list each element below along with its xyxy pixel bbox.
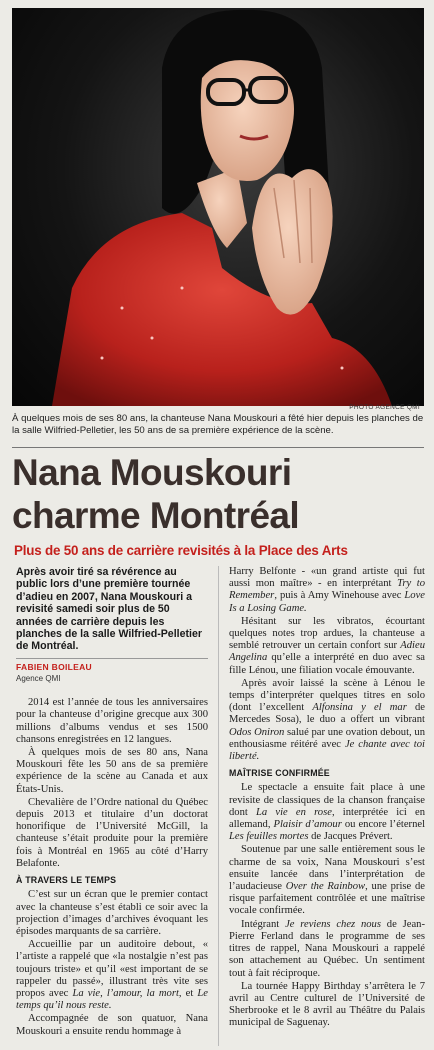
left-column [16, 566, 208, 1039]
text: salué par une ovation debout, un enthousiasme réitéré avec [229, 726, 425, 750]
paragraph: 2014 est l’année de tous les anniversaires pour la chanteuse d’origine grecque aux 300 millions d’albums vendus et ses 1500 chansons enregistrées en 12 langues. [16, 697, 208, 745]
song-title: Love Is a Losing Game. [229, 590, 425, 614]
subhead: MAÎTRISE CONFIRMÉE [229, 768, 330, 779]
headline-line-1: Nana Mouskouri [12, 452, 292, 493]
song-title: Je reviens chez nous [285, 918, 381, 930]
text: ou encore l’éternel [341, 819, 426, 831]
song-title: Les feuilles mortes [229, 831, 309, 843]
song-title: La vie, l’amour, la mort [72, 987, 179, 999]
song-title: Le temps qu’il nous reste. [16, 987, 208, 1012]
byline-author: FABIEN BOILEAU [16, 658, 208, 673]
text: de Mercedes Sosa), le duo a offert un vibrant [229, 702, 425, 726]
divider [12, 447, 424, 448]
lede: Après avoir tiré sa révérence au public lors d’une première tournée d’adieu en 2007, Nana Mouskouri a revisité samedi soir plus de 50 années de carrière depuis les planches de la salle Wilfried-Pelletier de Montréal. [16, 566, 202, 653]
paragraph [16, 939, 208, 1012]
photo-caption: À quelques mois de ses 80 ans, la chanteuse Nana Mouskouri a fêté hier depuis les planches de la salle Wilfried-Pelletier, les 50 ans de sa première expérience de la scène. [12, 413, 424, 436]
singer-illustration [12, 8, 424, 406]
column-divider [218, 566, 219, 1046]
headline [12, 451, 424, 537]
text: qu’elle a interprété en duo avec sa fille Lénou, une filiation vocale émouvante. [229, 652, 425, 676]
song-title: Alfonsina y el mar [312, 702, 407, 714]
song-title: Adieu Angelina [229, 640, 425, 664]
text: , et [178, 987, 198, 999]
text: , une prise de risque parfaitement contrôlée et une maîtrise vocale confirmée. [229, 881, 426, 917]
paragraph [229, 919, 425, 980]
text: Soutenue par une salle entièrement sous le charme de sa voix, Nana Mouskouri s’est ensuite lancée dans l’interprétation de l’audacieuse [229, 844, 425, 893]
paragraph [229, 678, 425, 763]
song-title: Over the Rainbow [285, 881, 366, 893]
deck-subtitle: Plus de 50 ans de carrière revisités à la Place des Arts [14, 543, 348, 558]
paragraph: Accompagnée de son quatuor, Nana Mouskouri a ensuite rendu hommage à [16, 1013, 208, 1037]
text: de Jacques Prévert. [308, 831, 393, 843]
paragraph: Chevalière de l’Ordre national du Québec depuis 2013 et titulaire d’un doctorat honorifique de l’Université McGill, la chanteuse s’était produite pour la première fois à Montréal en 1965 au côté d’Harry Belafonte. [16, 796, 208, 869]
byline-agency: Agence QMI [16, 674, 61, 684]
subhead: À TRAVERS LE TEMPS [16, 875, 117, 886]
concert-photo [12, 8, 424, 406]
paragraph [229, 616, 425, 677]
song-title: Odos Oniron [229, 726, 285, 738]
song-title: La vie en rose [256, 806, 332, 818]
text: Le spectacle a ensuite fait place à une revisite de classiques de la chanson française dont [229, 782, 425, 818]
text: de Jean-Pierre Ferland dans le programme de ses titres de rappel, Nana Mouskouri a rappelé son attachement au Québec. Un sentiment tout à fait réciproque. [229, 918, 425, 979]
text: Harry Belfonte - «un grand artiste qui fut aussi mon maître» - en interprétant [229, 566, 425, 590]
paragraph: C’est sur un écran que le premier contact avec la chanteuse s’est établi ce soir avec la projection d’images d’archives évoquant les épisodes marquants de sa carrière. [16, 889, 208, 937]
photo-credit: PHOTO AGENCE QMI [349, 404, 420, 411]
text: Intégrant [241, 918, 286, 930]
text: Hésitant sur les vibratos, écourtant quelques notes trop ardues, la chanteuse a semblé retrouver un certain confort sur [229, 615, 425, 652]
paragraph: La tournée Happy Birthday s’arrêtera le 7 avril au Centre culturel de l’Université de Sherbrooke et le 8 avril au Théâtre du Palais municipal de Saguenay. [229, 980, 425, 1029]
text: Après avoir laissé la scène à Lénou le temps d’interpréter quelques titres en solo (dont l’excellent [229, 677, 425, 714]
paragraph [229, 844, 425, 917]
song-title: Try to Remember [229, 578, 425, 602]
headline-line-2: charme Montréal [12, 495, 300, 536]
song-title: Je chante avec toi liberté. [229, 738, 425, 763]
right-column [229, 566, 425, 1031]
song-title: Plaisir d’amour [273, 819, 342, 831]
paragraph [229, 566, 425, 615]
paragraph [229, 782, 425, 843]
paragraph: À quelques mois de ses 80 ans, Nana Mouskouri fête les 50 ans de sa première expérience de la scène au Canada et aux États-Unis. [16, 747, 208, 795]
text: , interprétée ici en allemand, [229, 806, 425, 831]
text: Accueillie par un auditoire debout, « l’artiste a rappelé que «la nostalgie n’est pas toujours triste» et qu’il «est important de se rappeler du passé», illustrant très vite ses propos avec [16, 939, 208, 999]
text: , puis à Amy Winehouse avec [274, 590, 405, 602]
